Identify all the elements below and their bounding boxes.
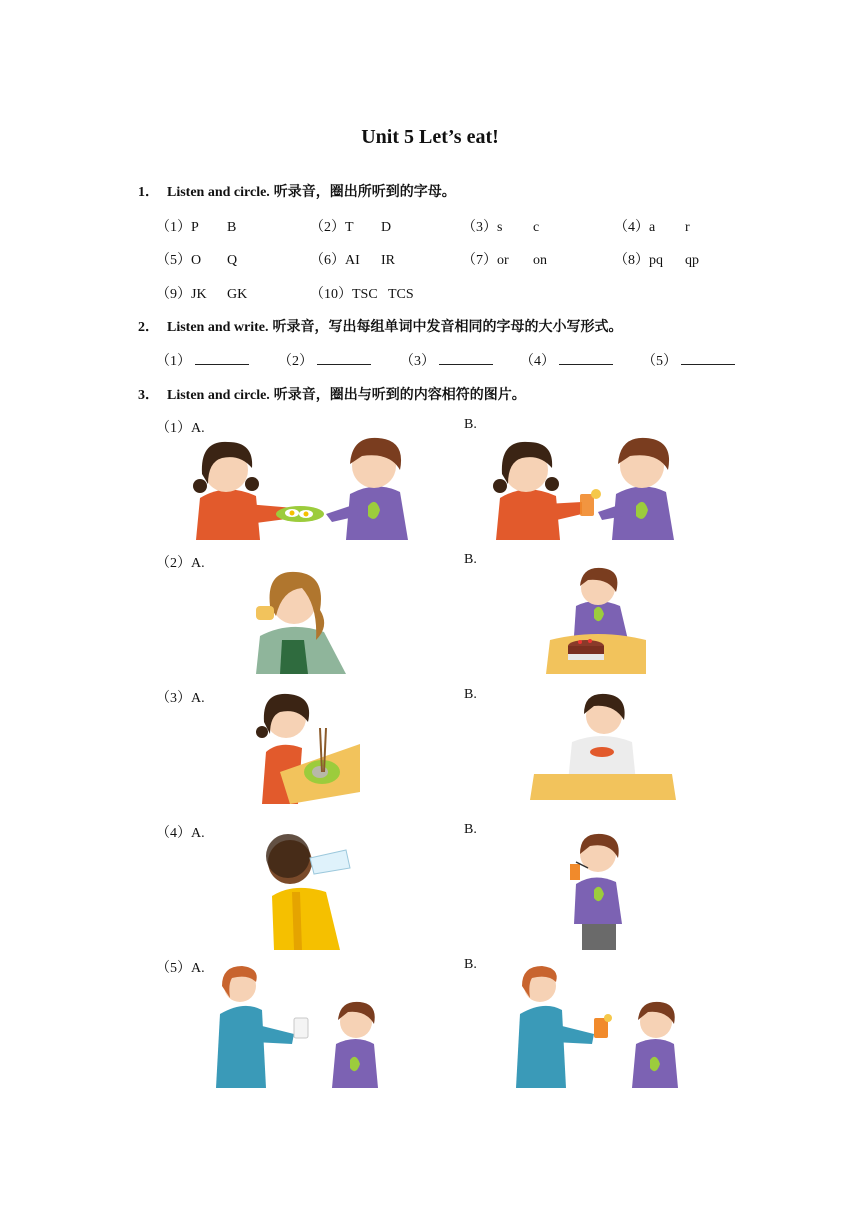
- option-a[interactable]: JK: [191, 287, 207, 302]
- girl-with-chopsticks-picture[interactable]: [250, 692, 364, 804]
- option-a[interactable]: P: [191, 220, 199, 235]
- section-number: 2．: [138, 320, 159, 335]
- question-3-5-b: B.: [464, 957, 477, 972]
- option-b[interactable]: D: [381, 220, 392, 235]
- item-number: （10）: [310, 287, 352, 302]
- answer-line[interactable]: [195, 350, 249, 365]
- woman-gives-milk-picture[interactable]: [210, 964, 380, 1088]
- section-instruction-cn: 听录音，圈出所听到的字母。: [273, 185, 456, 200]
- option-b[interactable]: B: [227, 220, 237, 235]
- question-3-4-b: B.: [464, 822, 477, 837]
- option-b[interactable]: r: [685, 220, 690, 235]
- letter-choice-item: [156, 283, 247, 303]
- item-number: （1）: [156, 220, 191, 235]
- section-number: 3．: [138, 388, 159, 403]
- question-number: （1）: [156, 421, 191, 436]
- blank-3[interactable]: [400, 350, 493, 370]
- girl-gives-eggs-picture[interactable]: [186, 434, 416, 540]
- item-number: （6）: [310, 253, 345, 268]
- letter-choice-item: [614, 249, 699, 269]
- letter-choice-item: [310, 283, 414, 303]
- question-number: （2）: [156, 556, 191, 571]
- boy-drinking-juice-picture[interactable]: [560, 832, 630, 950]
- option-b[interactable]: IR: [381, 253, 395, 268]
- question-3-3-label: [156, 687, 205, 707]
- section-instruction-cn: 听录音，圈出与听到的内容相符的图片。: [273, 388, 526, 403]
- section-2-heading: [138, 316, 623, 336]
- section-instruction-en: Listen and circle.: [167, 185, 270, 200]
- item-number: （5）: [156, 253, 191, 268]
- option-a-label: A.: [191, 421, 205, 436]
- letter-choice-item: [156, 216, 236, 236]
- letter-choice-item: [462, 216, 539, 236]
- option-b[interactable]: TCS: [388, 287, 414, 302]
- answer-line[interactable]: [317, 350, 371, 365]
- boy-with-knife-fork-picture[interactable]: [528, 692, 678, 802]
- blank-2[interactable]: [278, 350, 371, 370]
- blank-1[interactable]: [156, 350, 249, 370]
- option-a-label: A.: [191, 691, 205, 706]
- option-a[interactable]: T: [345, 220, 354, 235]
- section-instruction-en: Listen and write.: [167, 320, 269, 335]
- option-a[interactable]: pq: [649, 253, 663, 268]
- answer-line[interactable]: [559, 350, 613, 365]
- blank-label: （2）: [278, 354, 313, 369]
- option-b[interactable]: GK: [227, 287, 248, 302]
- section-number: 1．: [138, 185, 159, 200]
- letter-choice-item: [614, 216, 690, 236]
- question-3-2-label: [156, 552, 205, 572]
- question-3-4-label: [156, 822, 205, 842]
- letter-choice-item: [462, 249, 547, 269]
- question-number: （3）: [156, 691, 191, 706]
- blank-4[interactable]: [520, 350, 613, 370]
- answer-line[interactable]: [681, 350, 735, 365]
- blank-label: （4）: [520, 354, 555, 369]
- question-3-2-b: B.: [464, 552, 477, 567]
- question-3-1-b: B.: [464, 417, 477, 432]
- option-b[interactable]: qp: [685, 253, 699, 268]
- option-a[interactable]: or: [497, 253, 509, 268]
- item-number: （8）: [614, 253, 649, 268]
- item-number: （3）: [462, 220, 497, 235]
- option-a-label: A.: [191, 556, 205, 571]
- girl-eating-bread-picture[interactable]: [250, 566, 350, 674]
- option-a[interactable]: s: [497, 220, 503, 235]
- blank-label: （3）: [400, 354, 435, 369]
- option-a[interactable]: AI: [345, 253, 360, 268]
- page-title: Unit 5 Let’s eat!: [361, 126, 499, 148]
- section-1-heading: [138, 181, 456, 201]
- section-instruction-cn: 听录音，写出每组单词中发音相同的字母的大小写形式。: [272, 320, 623, 335]
- section-instruction-en: Listen and circle.: [167, 388, 270, 403]
- blank-label: （1）: [156, 354, 191, 369]
- answer-line[interactable]: [439, 350, 493, 365]
- blank-label: （5）: [642, 354, 677, 369]
- item-number: （7）: [462, 253, 497, 268]
- woman-gives-juice-picture[interactable]: [510, 964, 680, 1088]
- question-3-5-label: [156, 957, 205, 977]
- letter-choice-item: [310, 249, 395, 269]
- option-a[interactable]: O: [191, 253, 202, 268]
- question-number: （4）: [156, 826, 191, 841]
- blank-5[interactable]: [642, 350, 735, 370]
- question-number: （5）: [156, 961, 191, 976]
- letter-choice-item: [156, 249, 237, 269]
- girl-gives-juice-picture[interactable]: [486, 434, 686, 540]
- item-number: （4）: [614, 220, 649, 235]
- option-b[interactable]: c: [533, 220, 540, 235]
- option-a-label: A.: [191, 961, 205, 976]
- boy-with-cake-picture[interactable]: [544, 566, 650, 674]
- section-3-heading: [138, 384, 526, 404]
- option-a-label: A.: [191, 826, 205, 841]
- item-number: （2）: [310, 220, 345, 235]
- letter-choice-item: [310, 216, 391, 236]
- option-b[interactable]: Q: [227, 253, 238, 268]
- option-a[interactable]: TSC: [352, 287, 378, 302]
- boy-drinking-water-picture[interactable]: [254, 832, 354, 950]
- option-a[interactable]: a: [649, 220, 656, 235]
- question-3-3-b: B.: [464, 687, 477, 702]
- option-b[interactable]: on: [533, 253, 547, 268]
- item-number: （9）: [156, 287, 191, 302]
